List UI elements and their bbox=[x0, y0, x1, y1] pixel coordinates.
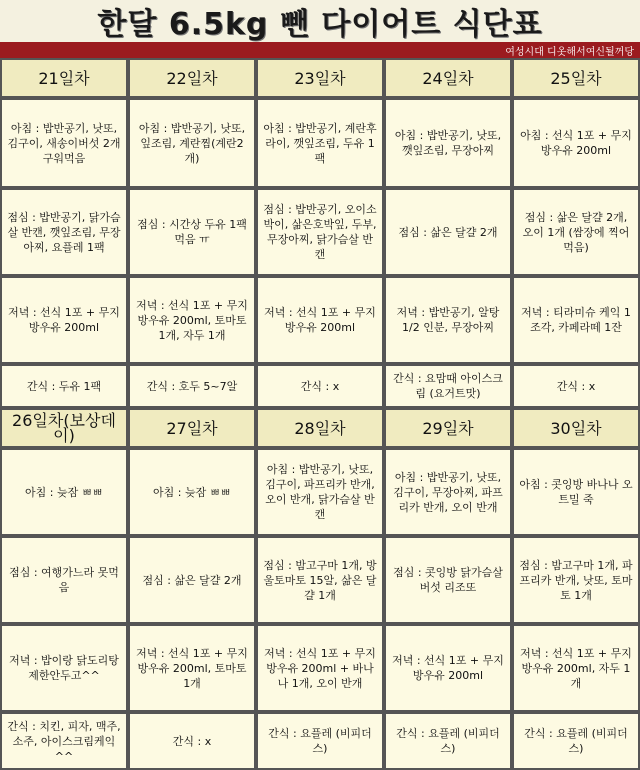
breakfast-cell: 아침 : 늦잠 ㅃㅃ bbox=[128, 448, 256, 536]
lunch-cell: 점심 : 밥반공기, 오이소박이, 삶은호박잎, 두부, 무장아찌, 닭가슴살 반캔 bbox=[256, 188, 384, 276]
day-header: 26일차(보상데이) bbox=[0, 408, 128, 448]
snack-cell: 간식 : x bbox=[512, 364, 640, 408]
breakfast-cell: 아침 : 늦잠 ㅃㅃ bbox=[0, 448, 128, 536]
day-header: 27일차 bbox=[128, 408, 256, 448]
snack-cell: 간식 : x bbox=[256, 364, 384, 408]
day-header: 25일차 bbox=[512, 58, 640, 98]
breakfast-cell: 아침 : 밥반공기, 낫또, 김구이, 새송이버섯 2개 구워먹음 bbox=[0, 98, 128, 188]
breakfast-cell: 아침 : 선식 1포 + 무지방우유 200ml bbox=[512, 98, 640, 188]
dinner-cell: 저녁 : 티라미슈 케익 1조각, 카페라떼 1잔 bbox=[512, 276, 640, 364]
credit-text: 여성시대 디옷해서여신될꺼당 bbox=[505, 46, 634, 58]
page-title: 한달 6.5kg 뺀 다이어트 식단표 bbox=[0, 0, 640, 42]
breakfast-cell: 아침 : 밥반공기, 낫또, 깻잎조림, 무장아찌 bbox=[384, 98, 512, 188]
lunch-cell: 점심 : 시간상 두유 1팩 먹음 ㅠ bbox=[128, 188, 256, 276]
dinner-cell: 저녁 : 선식 1포 + 무지방우유 200ml bbox=[0, 276, 128, 364]
dinner-cell: 저녁 : 선식 1포 + 무지방우유 200ml bbox=[384, 624, 512, 712]
dinner-cell: 저녁 : 선식 1포 + 무지방우유 200ml, 자두 1개 bbox=[512, 624, 640, 712]
credit-bar bbox=[0, 42, 640, 58]
snack-cell: 간식 : 요맘때 아이스크림 (요거트맛) bbox=[384, 364, 512, 408]
meal-plan-table bbox=[0, 58, 640, 770]
breakfast-cell: 아침 : 밥반공기, 계란후라이, 깻잎조림, 두유 1팩 bbox=[256, 98, 384, 188]
snack-cell: 간식 : 요플레 (비피더스) bbox=[512, 712, 640, 770]
lunch-cell: 점심 : 밥반공기, 닭가슴살 반캔, 깻잎조림, 무장아찌, 요플레 1팩 bbox=[0, 188, 128, 276]
snack-cell: 간식 : 두유 1팩 bbox=[0, 364, 128, 408]
snack-cell: 간식 : x bbox=[128, 712, 256, 770]
lunch-cell: 점심 : 삶은 달걀 2개, 오이 1개 (쌈장에 찍어먹음) bbox=[512, 188, 640, 276]
lunch-cell: 점심 : 밤고구마 1개, 파프리카 반개, 낫또, 토마토 1개 bbox=[512, 536, 640, 624]
lunch-cell: 점심 : 삶은 달걀 2개 bbox=[384, 188, 512, 276]
day-header: 29일차 bbox=[384, 408, 512, 448]
dinner-cell: 저녁 : 선식 1포 + 무지방우유 200ml bbox=[256, 276, 384, 364]
dinner-cell: 저녁 : 선식 1포 + 무지방우유 200ml, 토마토 1개 bbox=[128, 624, 256, 712]
snack-cell: 간식 : 요플레 (비피더스) bbox=[384, 712, 512, 770]
day-header: 30일차 bbox=[512, 408, 640, 448]
dinner-cell: 저녁 : 밥반공기, 알탕 1/2 인분, 무장아찌 bbox=[384, 276, 512, 364]
breakfast-cell: 아침 : 밥반공기, 낫또, 잎조림, 계란찜(계란2개) bbox=[128, 98, 256, 188]
breakfast-cell: 아침 : 콧잉방 바나나 오트밀 죽 bbox=[512, 448, 640, 536]
day-header: 28일차 bbox=[256, 408, 384, 448]
dinner-cell: 저녁 : 밥이랑 닭도리탕 제한안두고^^ bbox=[0, 624, 128, 712]
day-header: 21일차 bbox=[0, 58, 128, 98]
lunch-cell: 점심 : 밤고구마 1개, 방울토마토 15알, 삶은 달걀 1개 bbox=[256, 536, 384, 624]
lunch-cell: 점심 : 여행가느라 못먹음 bbox=[0, 536, 128, 624]
dinner-cell: 저녁 : 선식 1포 + 무지방우유 200ml, 토마토 1개, 자두 1개 bbox=[128, 276, 256, 364]
snack-cell: 간식 : 치킨, 피자, 맥주, 소주, 아이스크림케익 ^^ bbox=[0, 712, 128, 770]
snack-cell: 간식 : 호두 5~7알 bbox=[128, 364, 256, 408]
breakfast-cell: 아침 : 밥반공기, 낫또, 김구이, 파프리카 반개, 오이 반개, 닭가슴살 반캔 bbox=[256, 448, 384, 536]
lunch-cell: 점심 : 삶은 달걀 2개 bbox=[128, 536, 256, 624]
breakfast-cell: 아침 : 밥반공기, 낫또, 김구이, 무장아찌, 파프리카 반개, 오이 반개 bbox=[384, 448, 512, 536]
day-header: 24일차 bbox=[384, 58, 512, 98]
lunch-cell: 점심 : 콧잉방 닭가슴살 버섯 리조또 bbox=[384, 536, 512, 624]
day-header: 23일차 bbox=[256, 58, 384, 98]
dinner-cell: 저녁 : 선식 1포 + 무지방우유 200ml + 바나나 1개, 오이 반개 bbox=[256, 624, 384, 712]
day-header: 22일차 bbox=[128, 58, 256, 98]
snack-cell: 간식 : 요플레 (비피더스) bbox=[256, 712, 384, 770]
